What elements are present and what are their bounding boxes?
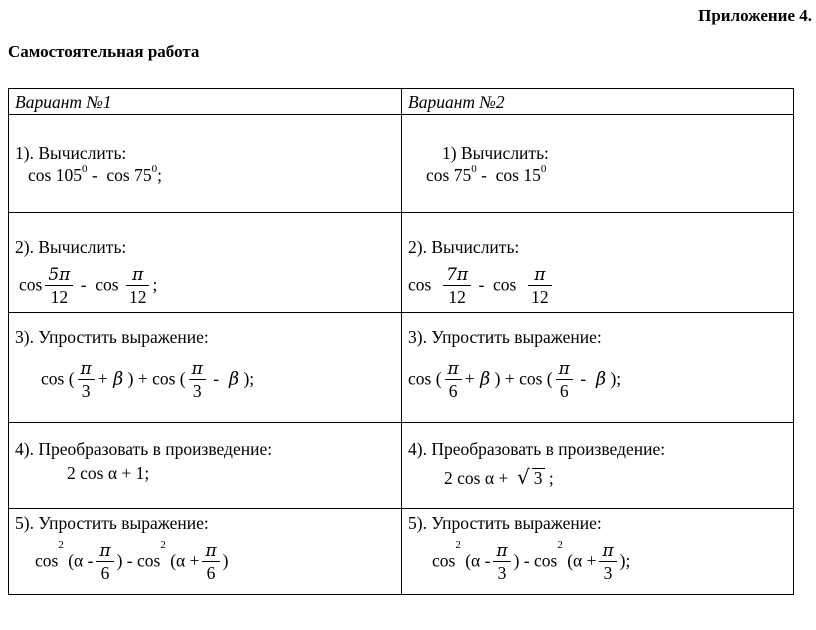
task-expression: $\cos^2 (\alpha$ - $\frac{\pi}{6}$ ) - $\cos^2 (\alpha$ + $\frac{\pi}{6}$ ) xyxy=(35,539,229,583)
table-row xyxy=(9,423,794,509)
task-3-variant-2 xyxy=(402,313,794,423)
page-title: Самостоятельная работа xyxy=(8,42,200,61)
appendix-label: Приложение 4. xyxy=(698,6,812,25)
variant-2-header xyxy=(402,89,794,115)
task-5-variant-2 xyxy=(402,509,794,595)
task-1-variant-1 xyxy=(9,115,402,213)
table-row xyxy=(9,213,794,313)
task-expression: $\cos 105^0$ - $\cos 75^0$; xyxy=(28,163,162,185)
task-expression: cos ( $\frac{\pi}{6}$ + β ) + cos ( $\frac{\pi}{6}$ - β ); xyxy=(408,359,622,401)
task-2-variant-1 xyxy=(9,213,402,313)
task-label: 3). Упростить выражение: xyxy=(408,327,602,347)
task-label: 3). Упростить выражение: xyxy=(15,327,209,347)
task-1-variant-2 xyxy=(402,115,794,213)
task-2-variant-2 xyxy=(402,213,794,313)
task-label: 2). Вычислить: xyxy=(15,237,127,257)
task-4-variant-2 xyxy=(402,423,794,509)
task-expression: $\cos^2 (\alpha$ - $\frac{\pi}{3}$ ) - $\cos^2 (\alpha$ + $\frac{\pi}{3}$ ); xyxy=(432,539,631,583)
task-label: 5). Упростить выражение: xyxy=(15,513,209,533)
task-expression: 2 cos α + √ 3 ; xyxy=(444,465,554,489)
variant-1-header xyxy=(9,89,402,115)
task-label: 1). Вычислить: xyxy=(15,143,127,163)
table-row xyxy=(9,313,794,423)
task-label: 4). Преобразовать в произведение: xyxy=(408,439,666,459)
variant-1-title: Вариант №1 xyxy=(15,92,112,112)
table-row xyxy=(9,509,794,595)
variant-2-title: Вариант №2 xyxy=(408,92,505,112)
task-expression: cos $\frac{5\pi}{12}$ - cos $\frac{\pi}{12}$ ; xyxy=(19,265,158,307)
task-label: 1) Вычислить: xyxy=(442,143,549,163)
task-label: 5). Упростить выражение: xyxy=(408,513,602,533)
table-header-row xyxy=(9,89,794,115)
task-expression: cos ( $\frac{\pi}{3}$ + β ) + cos ( $\frac{\pi}{3}$ - β ); xyxy=(41,359,255,401)
task-expression: 2 cos α + 1; xyxy=(67,463,150,483)
task-expression: cos $\frac{7\pi}{12}$ - cos $\frac{\pi}{12}$ xyxy=(408,265,555,308)
task-3-variant-1 xyxy=(9,313,402,423)
task-label: 4). Преобразовать в произведение: xyxy=(15,439,273,459)
task-label: 2). Вычислить: xyxy=(408,237,520,257)
task-4-variant-1 xyxy=(9,423,402,509)
task-expression: $\cos 75^0$ - $\cos 15^0$ xyxy=(426,163,547,185)
assignment-table xyxy=(8,88,794,595)
task-5-variant-1 xyxy=(9,509,402,595)
table-row xyxy=(9,115,794,213)
